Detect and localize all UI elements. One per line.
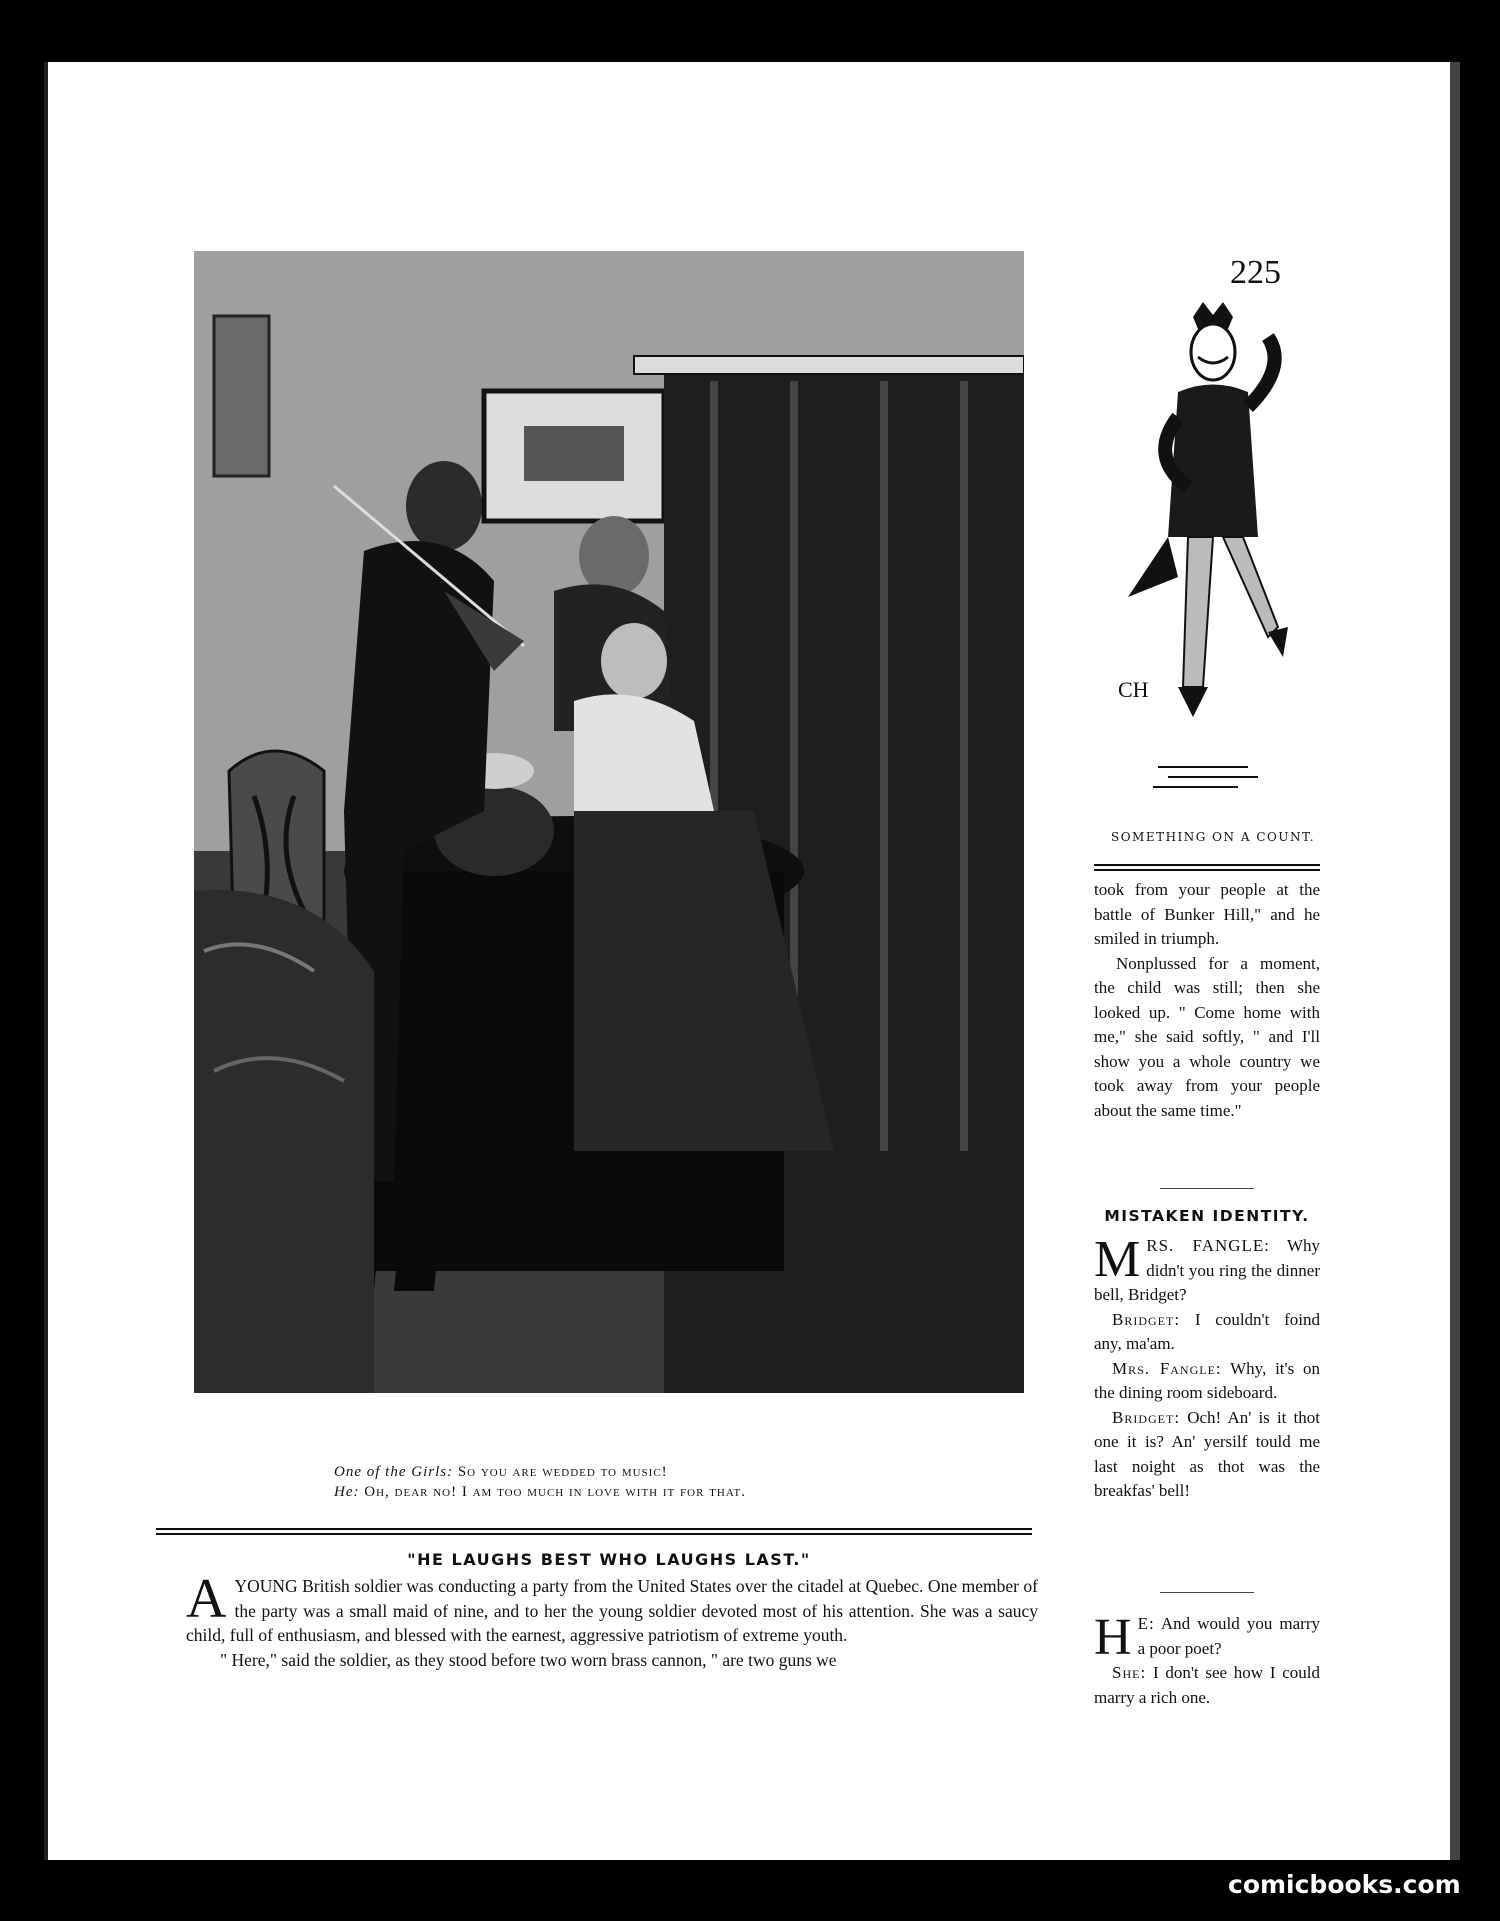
mistaken-line-4: Och! An' is it thot one it is? An' yersilf tould me last noight as thot was the breakfas' bell! (1094, 1407, 1321, 1500)
article-paragraph-1 (186, 1568, 1038, 1648)
article-divider (156, 1528, 1032, 1535)
caption-text-1: So you are wedded to music! (457, 1464, 668, 1480)
caption-line-1 (334, 1462, 1034, 1482)
sidebar-divider-3 (1160, 1592, 1254, 1593)
mistaken-para-1 (1094, 1231, 1320, 1308)
caption-text-2: Oh, dear no! I am too much in love with it for that. (364, 1484, 747, 1500)
page-edge (1450, 62, 1460, 1860)
sidebar-divider-1 (1094, 864, 1320, 871)
sidebar-continuation (1094, 878, 1320, 1123)
mistaken-identity-title: MISTAKEN IDENTITY. (1104, 1207, 1310, 1225)
mistaken-dropcap: M (1094, 1231, 1141, 1288)
site-watermark: comicbooks.com (1228, 1870, 1461, 1899)
caption-speaker-2: He: (334, 1484, 360, 1500)
article-title: "HE LAUGHS BEST WHO LAUGHS LAST." (407, 1550, 811, 1569)
magazine-page (48, 62, 1450, 1860)
violinist-scene-drawing (194, 251, 1024, 1393)
mistaken-line-1: Why didn't you ring the dinner bell, Bridget? (1094, 1236, 1320, 1304)
continuation-paragraph-2: Nonplussed for a moment, the child was still; then she looked up. " Come home with me," she said softly, " and I'll show you a whole country we took away from your people about the same time." (1094, 953, 1320, 1120)
dancing-count-drawing (1098, 297, 1328, 857)
poet-line-1: And would you marry a poor poet? (1137, 1614, 1321, 1658)
poet-para-2 (1094, 1661, 1320, 1710)
mistaken-line-3: Why, it's on the dining room sideboard. (1094, 1358, 1320, 1402)
cartoon-signature: CH (1118, 677, 1149, 702)
article-paragraph-1-text: YOUNG British soldier was conducting a party from the United States over the citadel at Quebec. One member of the party was a small maid of nine, and to her the young soldier devoted most of his attention. She was a saucy child, full of enthusiasm, and blessed with the earnest, aggressive patriotism of extreme youth. (186, 1576, 1038, 1645)
poet-speaker-2: She: (1112, 1663, 1147, 1682)
sidebar-divider-2 (1160, 1188, 1254, 1189)
poet-line-2: I don't see how I could marry a rich one. (1094, 1663, 1320, 1707)
poet-speaker-1: E: (1137, 1614, 1155, 1633)
illustration-caption (334, 1462, 1034, 1502)
mistaken-para-2 (1094, 1308, 1320, 1357)
page-number: 225 (1230, 254, 1281, 291)
continuation-paragraph-1: took from your people at the battle of Bunker Hill," and he smiled in triumph. (1094, 880, 1320, 948)
caption-line-2 (334, 1482, 1034, 1502)
mistaken-speaker-4: Bridget: (1112, 1407, 1181, 1427)
article-dropcap: A (186, 1568, 227, 1630)
caption-speaker-1: One of the Girls: (334, 1464, 454, 1480)
mistaken-para-4 (1094, 1406, 1320, 1504)
mistaken-speaker-1: RS. FANGLE: (1146, 1236, 1271, 1255)
count-cartoon (1098, 297, 1328, 857)
poet-para-1 (1094, 1609, 1321, 1666)
mistaken-speaker-3: Mrs. Fangle: (1112, 1358, 1222, 1378)
poet-dropcap: H (1094, 1609, 1132, 1666)
article-body (186, 1568, 1038, 1672)
mistaken-identity-body (1094, 1231, 1321, 1504)
mistaken-para-3 (1094, 1357, 1320, 1406)
main-illustration (194, 251, 1024, 1393)
cartoon-caption: SOMETHING ON A COUNT. (1110, 830, 1316, 844)
mistaken-speaker-2: Bridget: (1112, 1309, 1181, 1329)
mistaken-line-2: I couldn't foind any, ma'am. (1094, 1309, 1320, 1353)
article-paragraph-2: " Here," said the soldier, as they stood before two worn brass cannon, " are two guns we (220, 1649, 837, 1670)
poet-joke (1094, 1609, 1321, 1710)
